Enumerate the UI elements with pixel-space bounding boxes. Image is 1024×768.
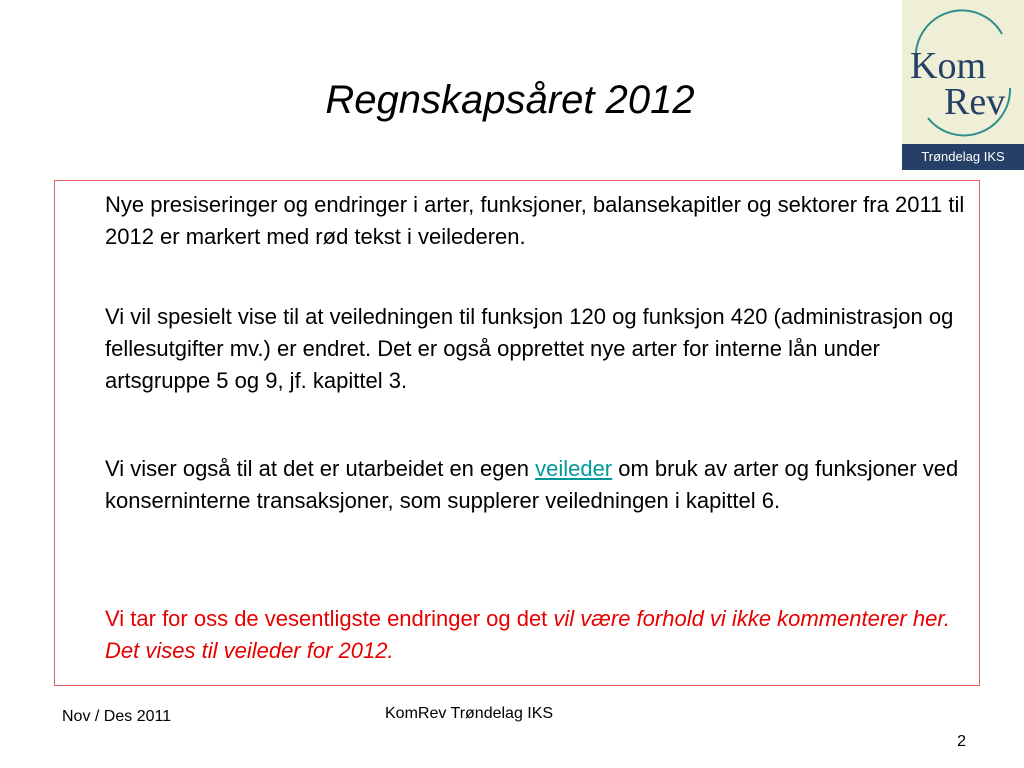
- footer-date: Nov / Des 2011: [62, 708, 172, 725]
- paragraph-note-italic: vil være forhold vi ikke kommenterer her. Det vises til veileder for 2012.: [105, 606, 950, 663]
- paragraph-functions: Vi vil spesielt vise til at veiledningen til funksjon 120 og funksjon 420 (administrasjon og fellesutgifter mv.) er endret. Det er også opprettet nye arter for interne lån under artsgruppe 5 og 9, jf. kapittel 3.: [105, 304, 954, 393]
- logo-band: Trøndelag IKS: [902, 144, 1024, 170]
- logo-text-rev: Rev: [944, 81, 1006, 123]
- veileder-link[interactable]: veileder: [535, 456, 613, 481]
- paragraph-changes: Nye presiseringer og endringer i arter, funksjoner, balansekapitler og sektorer fra 2011 til 2012 er markert med rød tekst i veilederen.: [105, 192, 965, 249]
- page-number: 2: [957, 733, 966, 750]
- paragraph-guide-text-end: om bruk av arter og funksjoner ved konserninterne transaksjoner, som supplerer veiledningen i kapittel 6.: [105, 456, 959, 513]
- paragraph-note-red: [105, 603, 975, 667]
- content-box: [54, 180, 980, 686]
- logo-emblem: [902, 0, 1024, 144]
- komrev-logo: [902, 0, 1024, 170]
- paragraph-note-regular: Vi tar for oss de vesentligste endringer og det: [105, 606, 554, 631]
- paragraph-guide: [105, 453, 975, 517]
- logo-text-kom: Kom: [910, 45, 986, 87]
- slide-title: Regnskapsåret 2012: [325, 78, 695, 122]
- footer-organization: KomRev Trøndelag IKS: [385, 705, 554, 722]
- paragraph-guide-text-start: Vi viser også til at det er utarbeidet en egen: [105, 456, 536, 481]
